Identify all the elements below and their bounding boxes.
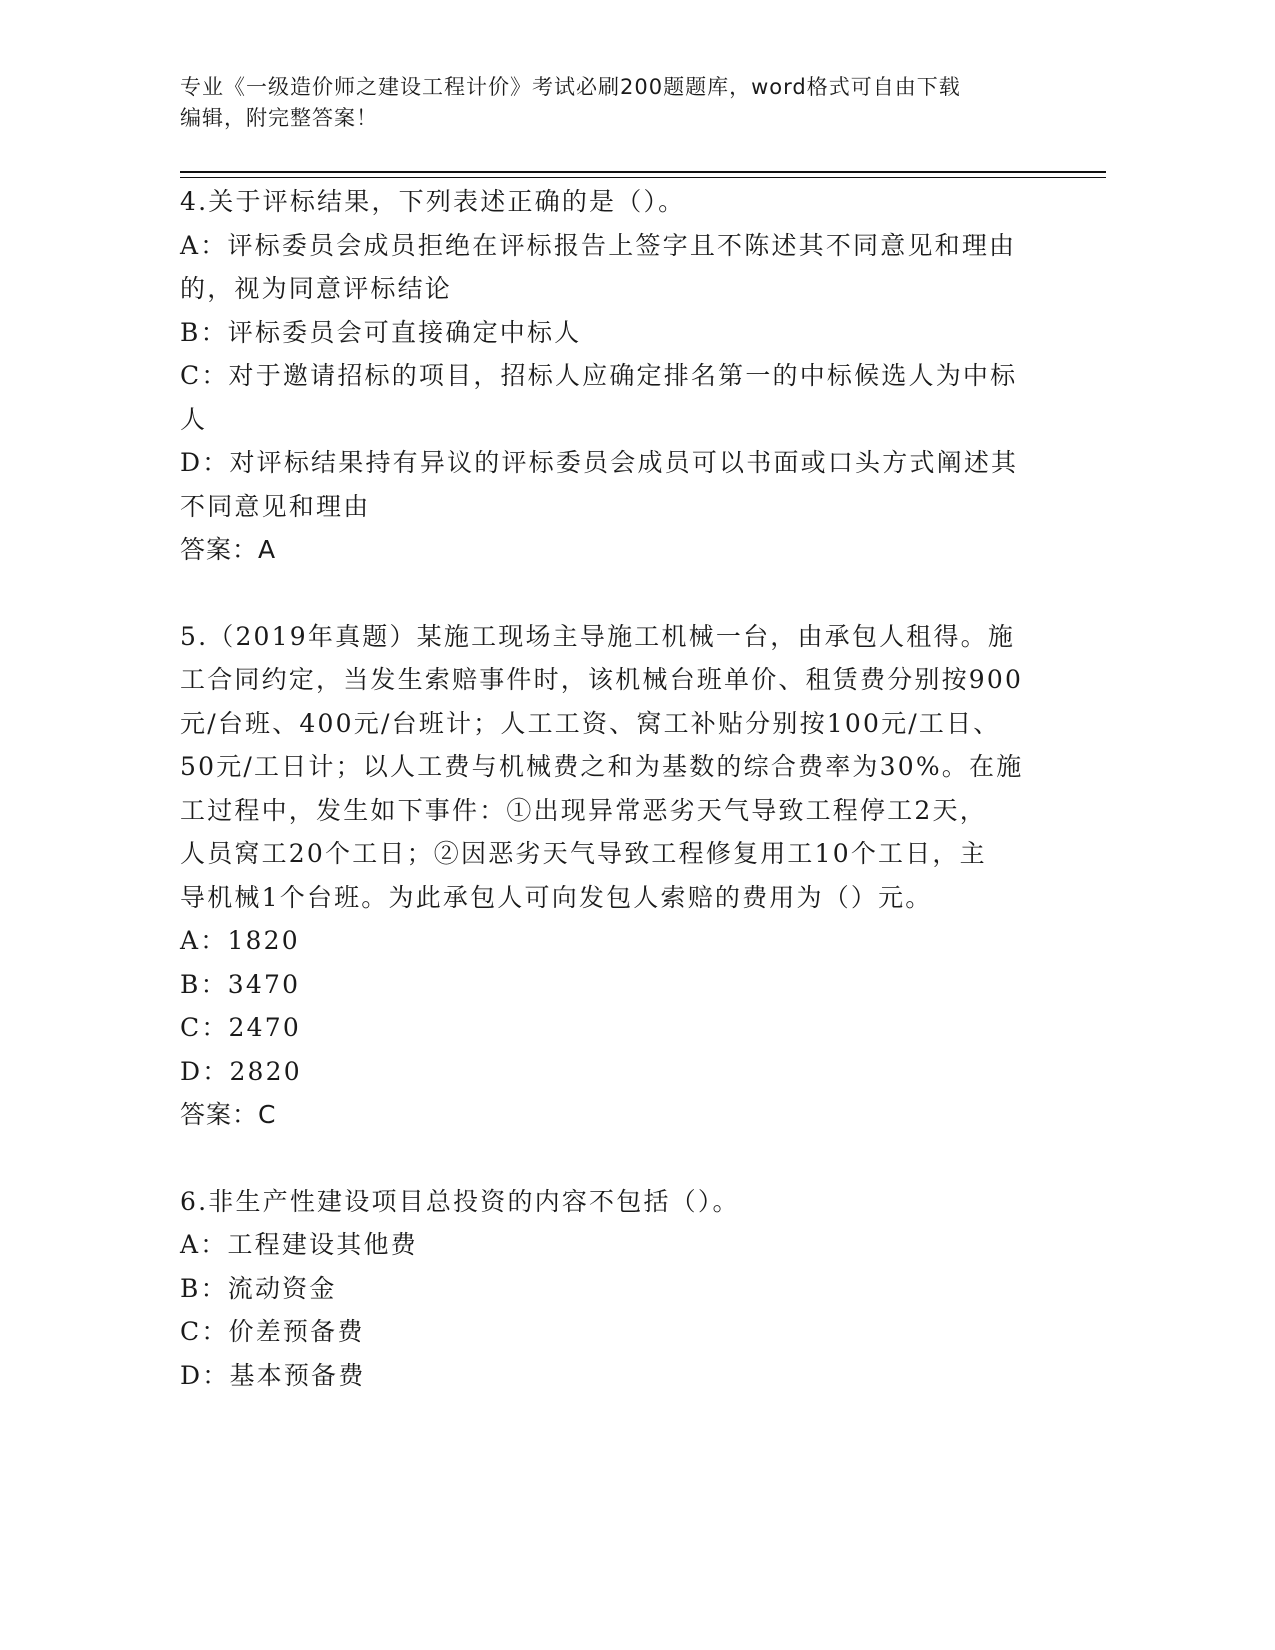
option-line: C：对于邀请招标的项目，招标人应确定排名第一的中标候选人为中标 bbox=[180, 361, 1018, 390]
question-stem-line: 元/台班、400元/台班计；人工工资、窝工补贴分别按100元/工日、 bbox=[180, 708, 1001, 738]
question-block bbox=[180, 615, 1060, 1137]
option-line: C：价差预备费 bbox=[180, 1317, 365, 1346]
question-stem-line: 工过程中，发生如下事件：①出现异常恶劣天气导致工程停工2天， bbox=[180, 795, 987, 825]
option-line: C：2470 bbox=[180, 1013, 301, 1042]
option-line: D：2820 bbox=[180, 1056, 302, 1086]
question-stem-line: 50元/工日计；以人工费与机械费之和为基数的综合费率为30%。在施 bbox=[180, 752, 1024, 781]
option-line: A：工程建设其他费 bbox=[180, 1230, 418, 1259]
option-line: B：3470 bbox=[180, 969, 301, 999]
header-rule-thin bbox=[180, 177, 1106, 178]
option-line: A：1820 bbox=[180, 926, 300, 955]
option-line: 的，视为同意评标结论 bbox=[180, 274, 453, 303]
question-stem-line: 人员窝工20个工日；②因恶劣天气导致工程修复用工10个工日，主 bbox=[180, 839, 987, 868]
question-stem-line: 4.关于评标结果，下列表述正确的是（）。 bbox=[180, 187, 686, 216]
option-line: 不同意见和理由 bbox=[180, 491, 371, 521]
option-line: 人 bbox=[180, 404, 208, 434]
question-stem-line: 5.（2019年真题）某施工现场主导施工机械一台，由承包人租得。施 bbox=[180, 621, 1016, 651]
question-stem-line: 6.非生产性建设项目总投资的内容不包括（）。 bbox=[180, 1186, 740, 1216]
option-line: D：对评标结果持有异议的评标委员会成员可以书面或口头方式阐述其 bbox=[180, 448, 1019, 477]
questions-list bbox=[180, 180, 1060, 1397]
answer-line: 答案：A bbox=[180, 535, 277, 564]
question-block bbox=[180, 180, 1060, 572]
answer-line: 答案：C bbox=[180, 1100, 277, 1129]
option-line: A：评标委员会成员拒绝在评标报告上签字且不陈述其不同意见和理由 bbox=[180, 230, 1017, 260]
header-line-2: 编辑，附完整答案！ bbox=[180, 106, 378, 130]
question-block bbox=[180, 1180, 1060, 1398]
document-header bbox=[180, 72, 1060, 134]
question-stem-line: 工合同约定，当发生索赔事件时，该机械台班单价、租赁费分别按900 bbox=[180, 665, 1024, 694]
option-line: B：评标委员会可直接确定中标人 bbox=[180, 317, 582, 347]
option-line: D：基本预备费 bbox=[180, 1360, 366, 1390]
question-spacer bbox=[180, 572, 1060, 615]
header-rule-thick bbox=[180, 171, 1106, 173]
option-line: B：流动资金 bbox=[180, 1273, 337, 1303]
question-stem-line: 导机械1个台班。为此承包人可向发包人索赔的费用为（）元。 bbox=[180, 882, 933, 912]
header-line-1: 专业《一级造价师之建设工程计价》考试必刷200题题库，word格式可自由下载 bbox=[180, 75, 961, 99]
question-spacer bbox=[180, 1137, 1060, 1180]
